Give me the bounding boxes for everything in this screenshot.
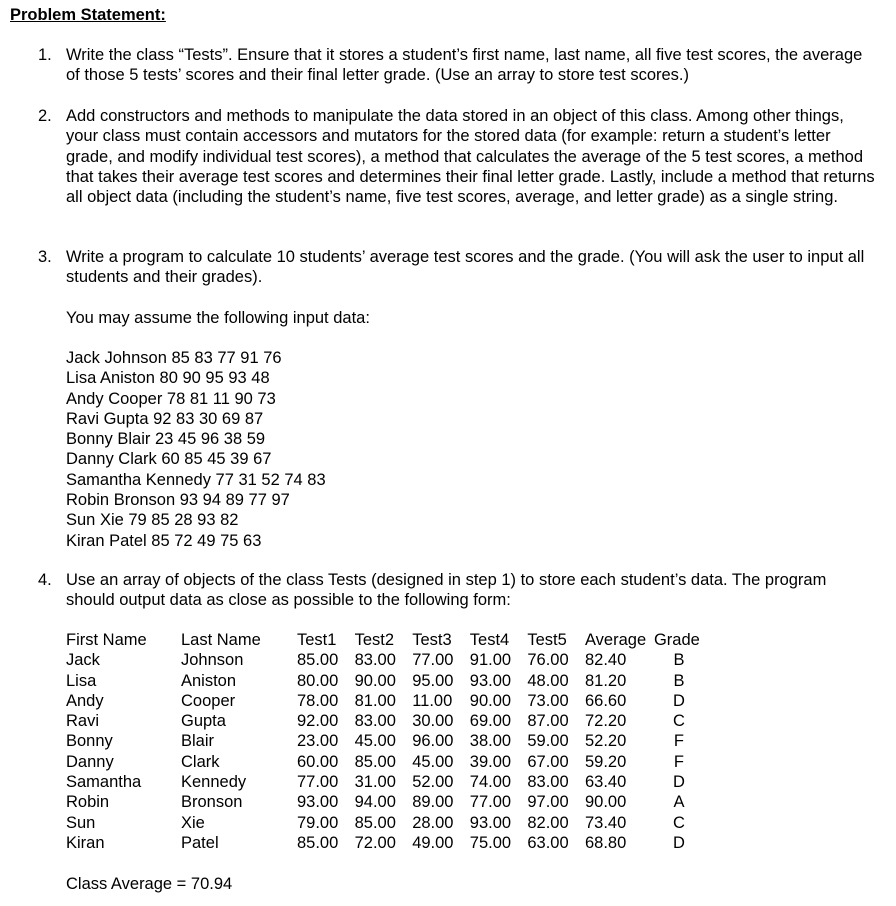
cell-test3: 30.00	[412, 712, 454, 731]
table-row	[66, 731, 704, 751]
item-3-number: 3.	[38, 248, 52, 266]
header-last-name: Last Name	[181, 631, 261, 649]
cell-test5: 83.00	[527, 773, 569, 792]
cell-average: 66.60	[584, 691, 627, 710]
cell-last-name: Blair	[181, 732, 215, 751]
cell-test1: 85.00	[297, 651, 339, 670]
header-test2: Test2	[354, 631, 395, 649]
cell-test2: 81.00	[354, 691, 396, 710]
cell-test5: 73.00	[527, 691, 569, 710]
cell-test4: 69.00	[469, 712, 512, 731]
cell-average: 52.20	[584, 732, 627, 751]
item-1	[38, 45, 878, 86]
table-header-row	[66, 630, 704, 650]
cell-test2: 94.00	[354, 793, 396, 812]
class-average: Class Average = 70.94	[66, 875, 233, 893]
cell-test1: 79.00	[297, 813, 339, 832]
cell-last-name: Aniston	[181, 671, 237, 690]
cell-test5: 82.00	[527, 813, 569, 832]
cell-test4: 77.00	[469, 793, 512, 812]
cell-test4: 39.00	[469, 752, 512, 771]
cell-test1: 80.00	[297, 671, 339, 690]
output-table	[66, 630, 704, 853]
cell-test1: 23.00	[297, 732, 339, 751]
cell-last-name: Xie	[181, 813, 205, 832]
input-line: Robin Bronson 93 94 89 77 97	[66, 491, 290, 510]
item-1-number: 1.	[38, 46, 52, 64]
cell-test3: 89.00	[412, 793, 454, 812]
item-3	[38, 247, 878, 288]
cell-test1: 78.00	[297, 691, 339, 710]
cell-first-name: Andy	[66, 691, 104, 710]
cell-average: 68.80	[584, 833, 627, 852]
cell-average: 90.00	[584, 793, 627, 812]
header-grade: Grade	[653, 631, 700, 649]
header-test4: Test4	[469, 631, 510, 649]
cell-test1: 85.00	[297, 833, 339, 852]
cell-grade: B	[673, 671, 685, 690]
table-row	[66, 752, 704, 772]
cell-test2: 85.00	[354, 752, 396, 771]
cell-last-name: Patel	[181, 833, 219, 852]
cell-grade: A	[673, 793, 685, 812]
table-row	[66, 833, 704, 853]
input-line: Bonny Blair 23 45 96 38 59	[66, 430, 266, 449]
table-row	[66, 772, 704, 792]
cell-first-name: Bonny	[66, 732, 113, 751]
cell-test2: 83.00	[354, 712, 396, 731]
cell-test2: 31.00	[354, 773, 396, 792]
cell-test4: 75.00	[469, 833, 512, 852]
cell-test4: 74.00	[469, 773, 512, 792]
cell-grade: D	[673, 773, 685, 792]
cell-first-name: Robin	[66, 793, 110, 812]
cell-test3: 11.00	[412, 691, 453, 710]
cell-test2: 45.00	[354, 732, 396, 751]
cell-test2: 85.00	[354, 813, 396, 832]
cell-test3: 96.00	[412, 732, 454, 751]
header-test3: Test3	[412, 631, 452, 649]
cell-grade: F	[673, 732, 685, 751]
cell-test3: 49.00	[412, 833, 454, 852]
table-row	[66, 691, 704, 711]
header-first-name: First Name	[66, 631, 147, 649]
cell-first-name: Samantha	[66, 773, 142, 792]
item-4	[38, 570, 878, 611]
cell-last-name: Johnson	[181, 651, 244, 670]
table-row	[66, 813, 704, 833]
table-row	[66, 650, 704, 670]
cell-test5: 97.00	[527, 793, 569, 812]
item-1-text: Write the class “Tests”. Ensure that it stores a student’s first name, last name, all five test scores, the average of those 5 tests’ scores and their final letter grade. (Use an array to store test scores.)	[66, 46, 863, 85]
item-4-number: 4.	[38, 571, 52, 589]
cell-average: 59.20	[584, 752, 627, 771]
cell-test5: 63.00	[527, 833, 569, 852]
header-average: Average	[584, 631, 647, 649]
input-line: Samantha Kennedy 77 31 52 74 83	[66, 470, 326, 489]
cell-last-name: Bronson	[181, 793, 243, 812]
input-line: Ravi Gupta 92 83 30 69 87	[66, 409, 264, 428]
problem-statement-heading: Problem Statement:	[10, 6, 166, 24]
input-line: Jack Johnson 85 83 77 91 76	[66, 349, 282, 367]
cell-average: 72.20	[584, 712, 627, 731]
input-line: Kiran Patel 85 72 49 75 63	[66, 531, 262, 550]
cell-test5: 76.00	[527, 651, 569, 670]
cell-first-name: Ravi	[66, 712, 100, 731]
cell-first-name: Kiran	[66, 833, 105, 852]
cell-grade: C	[673, 712, 685, 731]
cell-test3: 52.00	[412, 773, 454, 792]
cell-test1: 77.00	[297, 773, 339, 792]
cell-test3: 45.00	[412, 752, 454, 771]
cell-test4: 93.00	[469, 813, 512, 832]
cell-test4: 91.00	[469, 651, 512, 670]
cell-test5: 59.00	[527, 732, 569, 751]
cell-test4: 93.00	[469, 671, 512, 690]
table-row	[66, 792, 704, 812]
cell-average: 81.20	[584, 671, 627, 690]
cell-test5: 87.00	[527, 712, 569, 731]
cell-grade: F	[673, 752, 685, 771]
table-body	[66, 650, 704, 853]
table-row	[66, 671, 704, 691]
cell-first-name: Sun	[66, 813, 96, 832]
item-2-text: Add constructors and methods to manipulate the data stored in an object of this class. Among other things, your class must contain accessors and mutators for the stored data (for example: return a student’s letter grade, and modify individual test scores), a method that calculates the average of the 5 test scores, a method that takes their average test scores and determines their final letter grade. Lastly, include a method that returns all object data (including the student’s name, five test scores, average, and letter grade) as a single string.	[66, 107, 875, 207]
cell-test1: 60.00	[297, 752, 339, 771]
item-4-text: Use an array of objects of the class Tests (designed in step 1) to store each student’s data. The program should output data as close as possible to the following form:	[66, 571, 827, 610]
cell-first-name: Danny	[66, 752, 114, 771]
cell-test2: 72.00	[354, 833, 396, 852]
cell-average: 73.40	[584, 813, 627, 832]
cell-grade: C	[673, 813, 685, 832]
item-3-text: Write a program to calculate 10 students’ average test scores and the grade. (You will ask the user to input all students and their grades).	[66, 248, 865, 287]
cell-test5: 48.00	[527, 671, 569, 690]
assume-text: You may assume the following input data:	[66, 309, 370, 327]
cell-last-name: Gupta	[181, 712, 226, 731]
item-2-number: 2.	[38, 107, 52, 125]
cell-grade: D	[673, 691, 685, 710]
input-line: Danny Clark 60 85 45 39 67	[66, 450, 272, 469]
cell-last-name: Cooper	[181, 691, 236, 710]
cell-test3: 28.00	[412, 813, 454, 832]
cell-first-name: Jack	[66, 651, 100, 670]
cell-test4: 38.00	[469, 732, 512, 751]
cell-average: 82.40	[584, 651, 627, 670]
cell-test2: 90.00	[354, 671, 396, 690]
input-data-list	[66, 348, 326, 551]
cell-test4: 90.00	[469, 691, 512, 710]
cell-average: 63.40	[584, 773, 627, 792]
table-row	[66, 711, 704, 731]
input-line: Andy Cooper 78 81 11 90 73	[66, 389, 276, 408]
cell-test1: 93.00	[297, 793, 339, 812]
header-test1: Test1	[297, 631, 337, 649]
input-line: Sun Xie 79 85 28 93 82	[66, 511, 239, 530]
cell-first-name: Lisa	[66, 671, 97, 690]
cell-test2: 83.00	[354, 651, 396, 670]
cell-last-name: Kennedy	[181, 773, 247, 792]
header-test5: Test5	[527, 631, 567, 649]
cell-test3: 95.00	[412, 671, 454, 690]
cell-test3: 77.00	[412, 651, 454, 670]
cell-grade: B	[673, 651, 685, 670]
input-line: Lisa Aniston 80 90 95 93 48	[66, 369, 270, 388]
cell-test5: 67.00	[527, 752, 569, 771]
item-2	[38, 106, 878, 207]
cell-grade: D	[673, 833, 685, 852]
cell-last-name: Clark	[181, 752, 220, 771]
cell-test1: 92.00	[297, 712, 339, 731]
